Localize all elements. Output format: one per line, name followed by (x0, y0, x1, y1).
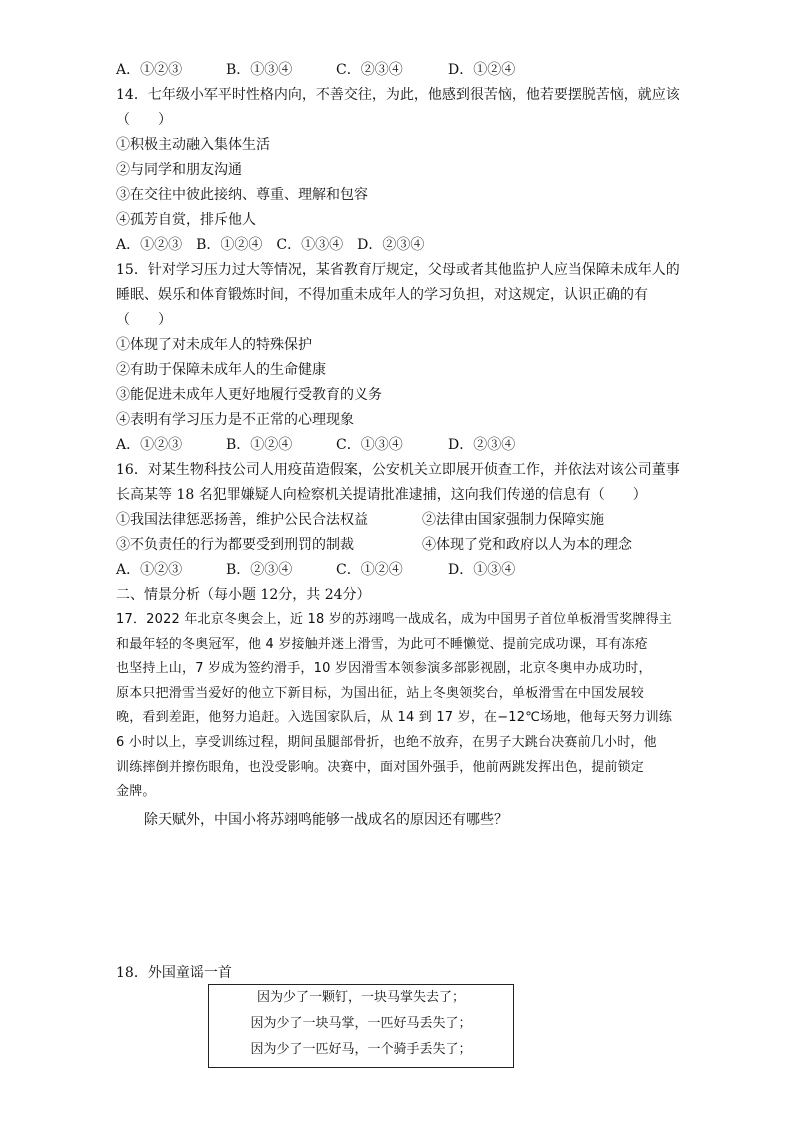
poem-line-2: 因为少了一块马掌，一匹好马丢失了； (250, 1016, 472, 1031)
q14-item-2: ②与同学和朋友沟通 (116, 162, 242, 178)
q16-option-c: C．①②④ (336, 562, 403, 578)
q15-option-a: A．①②③ (116, 437, 183, 453)
q17-line: 也坚持上山，7 岁成为签约滑手，10 岁因滑雪本领参演多部影视剧，北京冬奥申办成功时， (116, 661, 652, 677)
q16-item-1: ①我国法律惩恶扬善，维护公民合法权益 (116, 512, 368, 528)
q15-item-3: ③能促进未成年人更好地履行受教育的义务 (116, 387, 382, 403)
poem-box (208, 984, 514, 1068)
q14-options: A．①②③ B．①②④ C．①③④ D．②③④ (116, 237, 425, 253)
q16-item-3: ③不负责任的行为都要受到刑罚的制裁 (116, 537, 354, 553)
q15-item-4: ④表明有学习压力是不正常的心理现象 (116, 412, 354, 428)
q17-line: 金牌。 (116, 784, 156, 800)
q17-question: 除天赋外，中国小将苏翊鸣能够一战成名的原因还有哪些？ (144, 812, 508, 828)
q16-items-row-2 (116, 535, 676, 555)
q13-option-c: C．②③④ (336, 62, 403, 78)
q16-option-b: B．②③④ (226, 562, 293, 578)
q13-option-d: D．①②④ (448, 62, 516, 78)
q17-line: 原本只把滑雪当爱好的他立下新目标，为国出征，站上冬奥领奖台，单板滑雪在中国发展较 (116, 685, 645, 701)
q16-option-a: A．①②③ (116, 562, 183, 578)
q13-option-a: A．①②③ (116, 62, 183, 78)
q15-option-c: C．①③④ (336, 437, 403, 453)
q14-item-3: ③在交往中彼此接纳、尊重、理解和包容 (116, 187, 368, 203)
q16-item-2: ②法律由国家强制力保障实施 (422, 512, 604, 528)
q17-line: 训练摔倒并擦伤眼角，也没受影响。决赛中，面对国外强手，他前两跳发挥出色，提前锁定 (116, 759, 645, 775)
q15-item-1: ①体现了对未成年人的特殊保护 (116, 337, 312, 353)
q15-item-2: ②有助于保障未成年人的生命健康 (116, 362, 326, 378)
q14-stem: 14．七年级小军平时性格内向，不善交往，为此，他感到很苦恼，他若要摆脱苦恼，就应该 (116, 87, 680, 103)
poem-line-1: 因为少了一颗钉，一块马掌失去了； (256, 990, 465, 1005)
q16-items-row-1 (116, 510, 676, 530)
q18-stem: 18．外国童谣一首 (116, 965, 232, 981)
q16-option-d: D．①③④ (448, 562, 516, 578)
q16-stem-2: 长高某等 18 名犯罪嫌疑人向检察机关提请批准逮捕，这向我们传递的信息有（ ） (116, 487, 647, 503)
q13-option-b: B．①③④ (226, 62, 293, 78)
q17-line: 晚，看到差距，他努力追赶。入选国家队后，从 14 到 17 岁，在−12℃场地，他每天努力训练 (116, 710, 673, 726)
q15-option-d: D．②③④ (448, 437, 516, 453)
q15-answer-paren: （ ） (116, 312, 172, 328)
q14-item-1: ①积极主动融入集体生活 (116, 137, 270, 153)
q14-item-4: ④孤芳自赏，排斥他人 (116, 212, 256, 228)
poem-line-3: 因为少了一匹好马，一个骑手丢失了； (250, 1042, 472, 1057)
q16-item-4: ④体现了党和政府以人为本的理念 (422, 537, 632, 553)
q15-stem-2: 睡眠、娱乐和体育锻炼时间，不得加重未成年人的学习负担，对这规定，认识正确的有 (116, 287, 648, 303)
section-heading: 二、情景分析（每小题 12分，共 24分） (116, 587, 371, 603)
q15-option-b: B．①②④ (226, 437, 293, 453)
q16-stem-1: 16．对某生物科技公司人用疫苗造假案，公安机关立即展开侦查工作，并依法对该公司董事 (116, 462, 680, 478)
q14-answer-paren: （ ） (116, 112, 172, 128)
q17-passage (116, 608, 680, 805)
q17-line: 和最年轻的冬奥冠军，他 4 岁接触并迷上滑雪，为此可不睡懒觉、提前完成功课，耳有冻疮 (116, 636, 648, 652)
q17-line: 6 小时以上，享受训练过程，期间虽腿部骨折，也绝不放弃，在男子大跳台决赛前几小时，他 (116, 734, 657, 750)
q15-stem-1: 15．针对学习压力过大等情况，某省教育厅规定，父母或者其他监护人应当保障未成年人的 (116, 262, 680, 278)
q17-line: 17．2022 年北京冬奥会上，近 18 岁的苏翊鸣一战成名，成为中国男子首位单板滑雪奖牌得主 (116, 612, 672, 627)
